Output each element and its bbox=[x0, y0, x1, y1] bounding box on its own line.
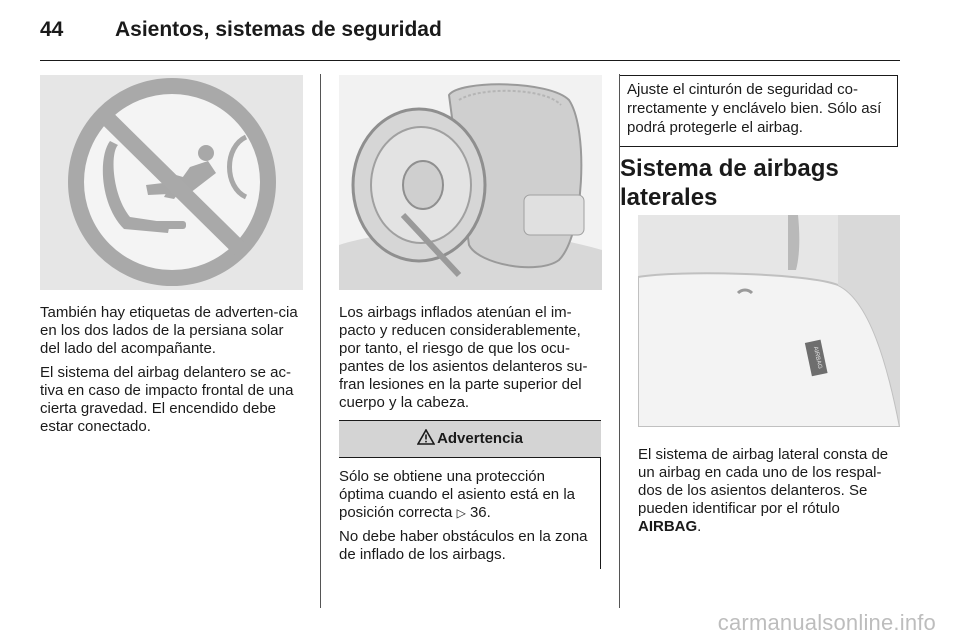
paragraph: También hay etiquetas de adverten-cia en los dos lados de la persiana solar del lado del acompañante. bbox=[40, 304, 298, 357]
column3-text bbox=[638, 446, 904, 542]
seat-airbag-figure bbox=[638, 215, 900, 427]
page-reference-arrow-icon: ▷ bbox=[456, 506, 466, 520]
warning-header bbox=[339, 421, 601, 458]
warning-box bbox=[339, 420, 601, 569]
page-number: 44 bbox=[40, 18, 64, 41]
note-text: Ajuste el cinturón de seguridad co-rrectamente y enclávelo bien. Sólo así podrá protegerle el airbag. bbox=[627, 81, 882, 136]
section-heading: Sistema de airbags laterales bbox=[620, 155, 839, 211]
airbag-label: AIRBAG bbox=[638, 518, 698, 535]
column1-text bbox=[40, 304, 306, 442]
site-watermark: carmanualsonline.info bbox=[717, 610, 936, 635]
paragraph bbox=[638, 446, 904, 536]
warning-text: Sólo se obtiene una protección óptima cuando el asiento está en la posición correcta bbox=[339, 468, 575, 521]
column-divider bbox=[320, 74, 321, 608]
warning-paragraph: No debe haber obstáculos en la zona de inflado de los airbags. bbox=[339, 528, 588, 563]
warning-title: Advertencia bbox=[437, 430, 523, 447]
paragraph-end: . bbox=[697, 518, 702, 535]
warning-body bbox=[339, 458, 601, 564]
page-reference[interactable]: 36. bbox=[469, 504, 491, 521]
prohibition-sign-figure bbox=[40, 75, 303, 290]
chapter-title: Asientos, sistemas de seguridad bbox=[115, 18, 442, 41]
warning-triangle-icon bbox=[417, 429, 435, 445]
warning-side-rule bbox=[600, 457, 601, 569]
airbag-illustration-figure bbox=[339, 75, 602, 290]
airbag-tag-text: AIRBAG bbox=[811, 346, 823, 370]
column2-text bbox=[339, 304, 603, 418]
paragraph-text: El sistema de airbag lateral consta de un airbag en cada uno de los respal-dos de los asientos delanteros. Se pueden identificar por el rótulo bbox=[638, 446, 889, 517]
warning-paragraph bbox=[339, 468, 589, 522]
no-child-seat-prohibition-icon bbox=[40, 75, 303, 290]
paragraph: El sistema del airbag delantero se ac-tiva en caso de impacto frontal de una cierta gravedad. El encendido debe estar conectado. bbox=[40, 364, 294, 435]
inflated-front-airbags-illustration bbox=[339, 75, 602, 290]
paragraph: Los airbags inflados atenúan el im-pacto y reducen considerablemente, por tanto, el riesgo de que los ocu-pantes de los asientos delanteros su-fran lesiones en la parte superior del cuerpo y la cabeza. bbox=[339, 304, 588, 411]
header-rule bbox=[40, 60, 900, 61]
seat-airbag-label-illustration bbox=[638, 215, 900, 427]
